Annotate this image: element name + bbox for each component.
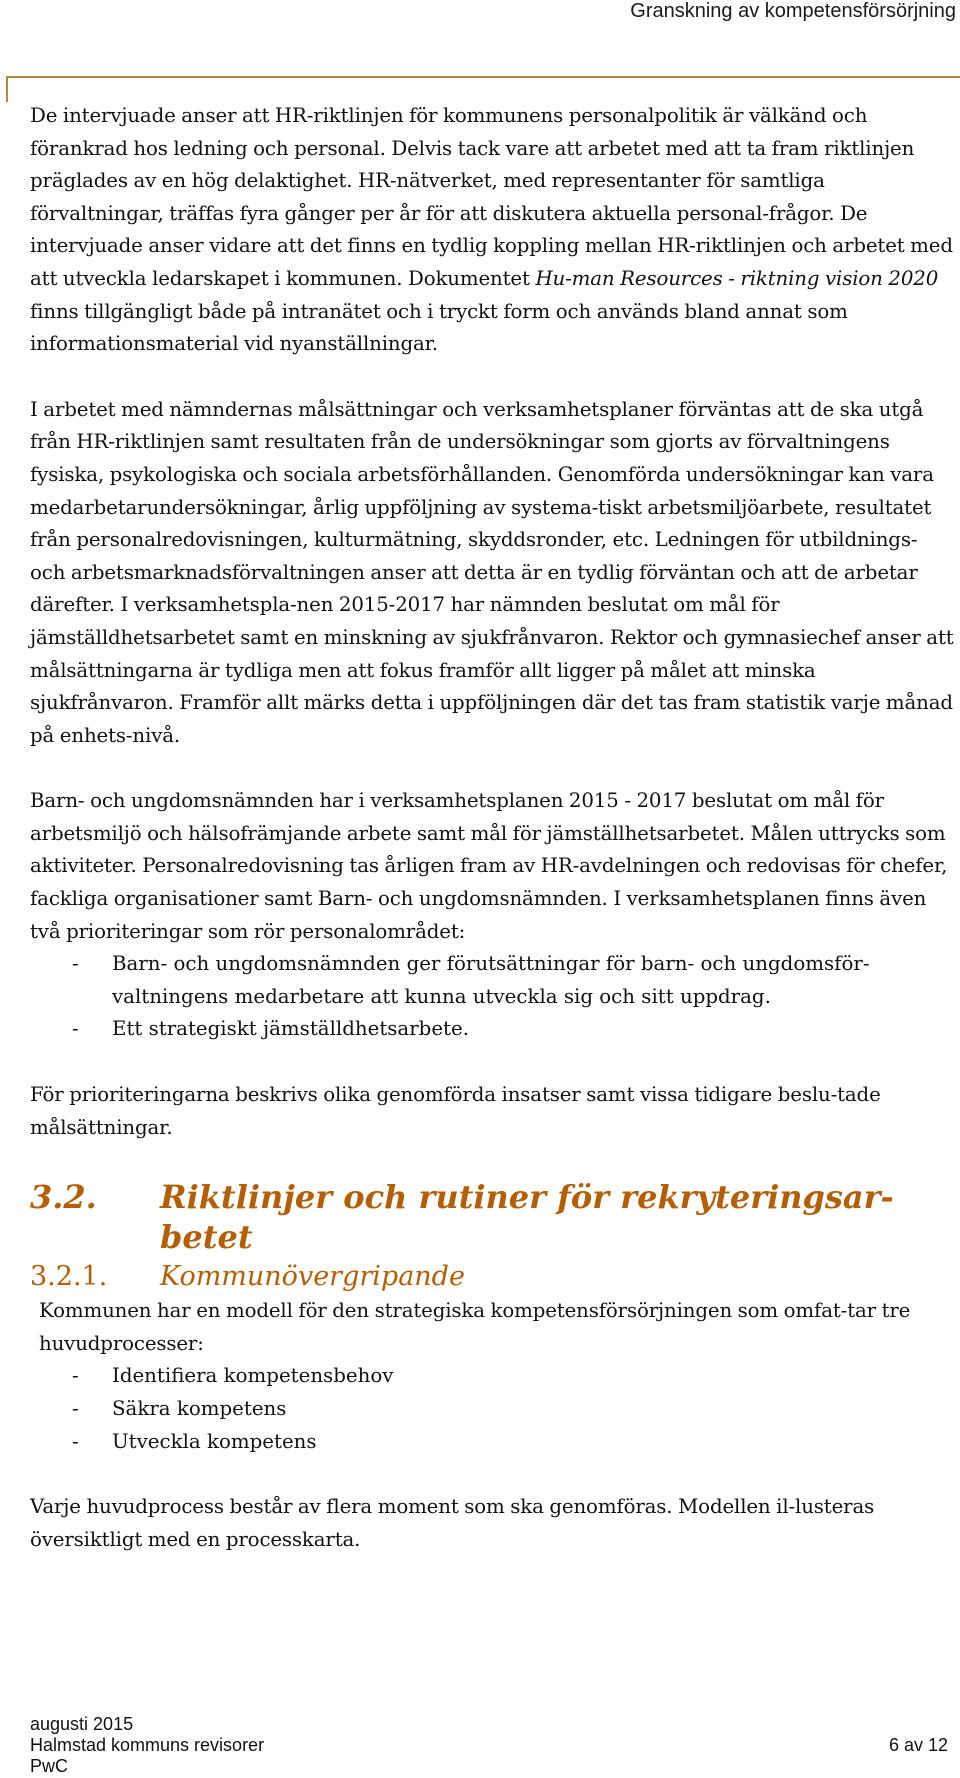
- paragraph-priorities: För prioriteringarna beskrivs olika genomförda insatser samt vissa tidigare beslu-tade målsättningar.: [30, 1083, 881, 1139]
- subsection-body: [30, 1295, 955, 1360]
- subsection-number: 3.2.1.: [30, 1261, 108, 1293]
- section-number: 3.2.: [30, 1178, 97, 1217]
- footer-date: augusti 2015: [30, 1714, 134, 1734]
- paragraph-youth-board: Barn- och ungdomsnämnden har i verksamhetsplanen 2015 - 2017 beslutat om mål för arbetsmiljö och hälsofrämjande arbete samt mål för jämställhetsarbetet. Målen uttrycks som aktiviteter. Personalredovisning tas årligen fram av HR-avdelningen och redovisas för chefer, fackliga organisationer samt Barn- och ungdomsnämnden. I verksamhetsplanen finns även två prioriteringar som rör personalområdet:: [30, 789, 948, 943]
- footer-organization: Halmstad kommuns revisorer: [30, 1735, 265, 1755]
- paragraph-text: finns tillgängligt både på intranätet och i tryckt form och används bland annat som informationsmaterial vid nyanställningar.: [30, 299, 848, 356]
- paragraph-process-map: Varje huvudprocess består av flera moment som ska genomföras. Modellen il-lusteras översiktligt med en processkarta.: [30, 1495, 875, 1551]
- list-item: - Utveckla kompetens: [30, 1426, 955, 1459]
- header-corner-rule: [6, 76, 960, 102]
- running-header: Granskning av kompetensförsörjning: [630, 0, 956, 22]
- paragraph-model: Kommunen har en modell för den strategiska kompetensförsörjningen som omfat-tar tre huvudprocesser:: [39, 1299, 911, 1355]
- subsection-heading: [30, 1259, 955, 1295]
- list-item: - Barn- och ungdomsnämnden ger förutsättningar för barn- och ungdomsför-valtningens medarbetare att kunna utveckla sig och sitt uppdrag.: [30, 948, 955, 1013]
- page-footer: [30, 1714, 950, 1777]
- page-content: [30, 100, 955, 1589]
- page-number: 6 av 12: [888, 1735, 948, 1755]
- main-processes-list: [30, 1360, 955, 1458]
- paragraph-text: De intervjuade anser att HR-riktlinjen för kommunens personalpolitik är välkänd och förankrad hos ledning och personal. Delvis tack vare att arbetet med att ta fram riktlinjen präglades av en hög delaktighet. HR-nätverket, med representanter för samtliga förvaltningar, träffas fyra gånger per år för att diskutera aktuella personal-frågor. De intervjuade anser vidare att det finns en tydlig koppling mellan HR-riktlinjen och arbetet med att utveckla ledarskapet i kommunen. Dokumentet: [30, 104, 953, 290]
- document-title-emphasis: Hu-man Resources - riktning vision 2020: [535, 266, 939, 290]
- priorities-list: [30, 948, 955, 1046]
- subsection-title: Kommunövergripande: [160, 1261, 465, 1293]
- section-heading: [30, 1177, 955, 1257]
- paragraph-hr-guideline: [30, 100, 955, 361]
- section-title: Riktlinjer och rutiner för rekryteringsar-betet: [160, 1178, 894, 1257]
- list-item: - Säkra kompetens: [30, 1393, 955, 1426]
- list-item: - Identifiera kompetensbehov: [30, 1360, 955, 1393]
- list-item: - Ett strategiskt jämställdhetsarbete.: [30, 1013, 955, 1046]
- footer-firm: PwC: [30, 1756, 69, 1776]
- paragraph-goals: I arbetet med nämndernas målsättningar och verksamhetsplaner förväntas att de ska utgå från HR-riktlinjen samt resultaten från de undersökningar som gjorts av förvaltningens fysiska, psykologiska och sociala arbetsförhållanden. Genomförda undersökningar kan vara medarbetarundersökningar, årlig uppföljning av systema-tiskt arbetsmiljöarbete, resultatet från personalredovisningen, kulturmätning, skyddsronder, etc. Ledningen för utbildnings- och arbetsmarknadsförvaltningen anser att detta är en tydlig förväntan och att de arbetar därefter. I verksamhetspla-nen 2015-2017 har nämnden beslutat om mål för jämställdhetsarbetet samt en minskning av sjukfrånvaron. Rektor och gymnasiechef anser att målsättningarna är tydliga men att fokus framför allt ligger på målet att minska sjukfrånvaron. Framför allt märks detta i uppföljningen där det tas fram statistik varje månad på enhets-nivå.: [30, 397, 954, 747]
